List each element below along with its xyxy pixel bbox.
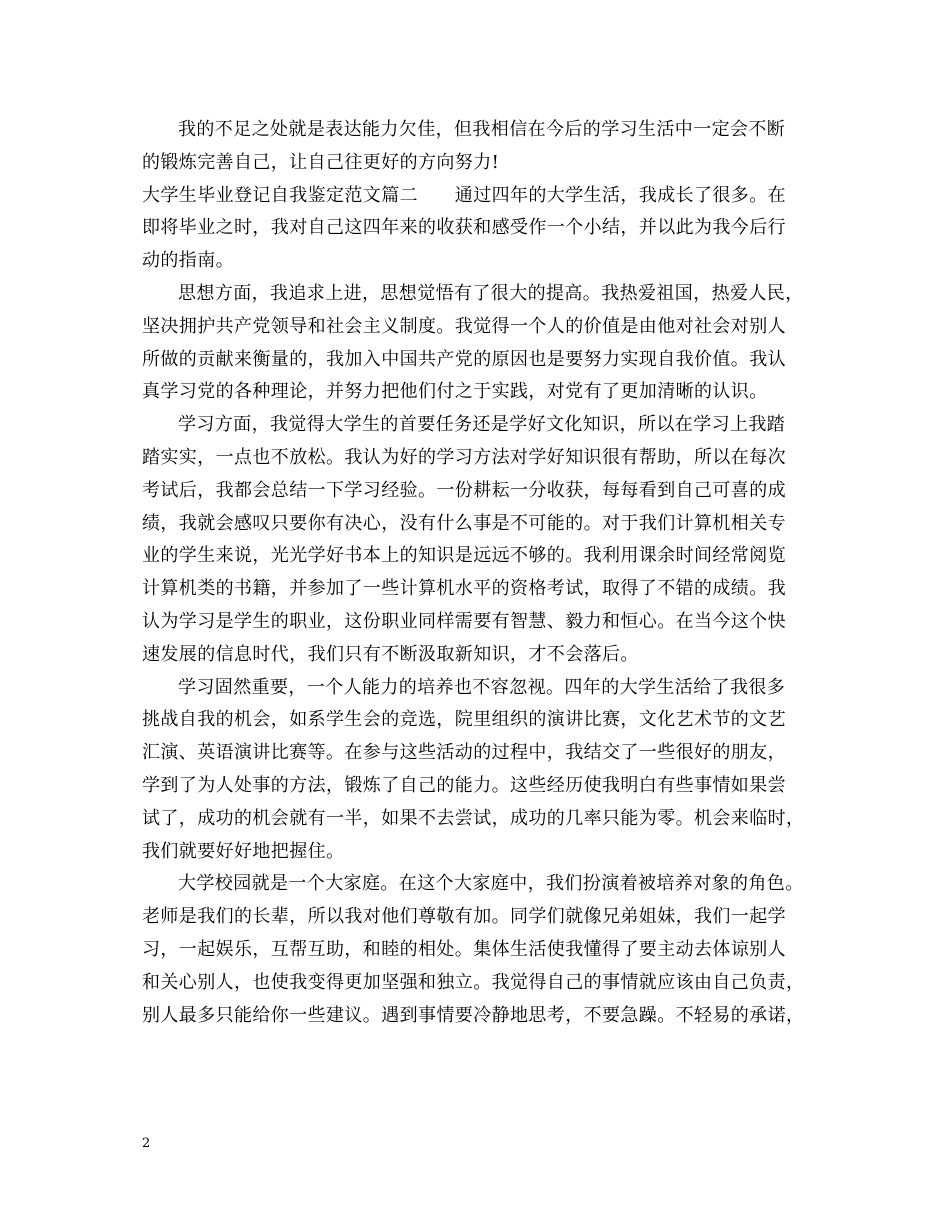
text-line: 动的指南。 xyxy=(142,250,234,272)
text-line: 学习方面，我觉得大学生的首要任务还是学好文化知识，所以在学习上我踏 xyxy=(178,414,786,436)
text-line: 考试后，我都会总结一下学习经验。一份耕耘一分收获，每每看到自己可喜的成 xyxy=(142,479,786,501)
text-line: 速发展的信息时代，我们只有不断汲取新知识，才不会落后。 xyxy=(142,643,639,665)
text-line: 和关心别人，也使我变得更加坚强和独立。我觉得自己的事情就应该由自己负责， xyxy=(142,971,805,993)
text-line: 大学校园就是一个大家庭。在这个大家庭中，我们扮演着被培养对象的角色。 xyxy=(178,873,804,895)
text-line: 学习固然重要，一个人能力的培养也不容忽视。四年的大学生活给了我很多 xyxy=(178,676,786,698)
text-line: 即将毕业之时，我对自己这四年来的收获和感受作一个小结，并以此为我今后行 xyxy=(142,217,786,239)
text-line: 业的学生来说，光光学好书本上的知识是远远不够的。我利用课余时间经常阅览 xyxy=(142,545,786,567)
text-line: 绩，我就会感叹只要你有决心，没有什么事是不可能的。对于我们计算机相关专 xyxy=(142,512,786,534)
page-number: 2 xyxy=(142,1136,151,1151)
text-line: 坚决拥护共产党领导和社会主义制度。我觉得一个人的价值是由他对社会对别人 xyxy=(142,315,786,337)
text-line: 的锻炼完善自己，让自己往更好的方向努力! xyxy=(142,151,500,173)
text-line: 汇演、英语演讲比赛等。在参与这些活动的过程中，我结交了一些很好的朋友， xyxy=(142,742,786,764)
text-line: 计算机类的书籍，并参加了一些计算机水平的资格考试，取得了不错的成绩。我 xyxy=(142,578,786,600)
text-line: 试了，成功的机会就有一半，如果不去尝试，成功的几率只能为零。机会来临时， xyxy=(142,807,805,829)
text-line: 挑战自我的机会，如系学生会的竞选，院里组织的演讲比赛，文化艺术节的文艺 xyxy=(142,709,786,731)
text-line: 所做的贡献来衡量的，我加入中国共产党的原因也是要努力实现自我价值。我认 xyxy=(142,348,786,370)
text-line: 学到了为人处事的方法，锻炼了自己的能力。这些经历使我明白有些事情如果尝 xyxy=(142,774,786,796)
text-line: 大学生毕业登记自我鉴定范文篇二 通过四年的大学生活，我成长了很多。在 xyxy=(142,184,786,206)
text-line: 习，一起娱乐，互帮互助，和睦的相处。集体生活使我懂得了要主动去体谅别人 xyxy=(142,938,786,960)
text-line: 真学习党的各种理论，并努力把他们付之于实践，对党有了更加清晰的认识。 xyxy=(142,381,768,403)
text-line: 思想方面，我追求上进，思想觉悟有了很大的提高。我热爱祖国，热爱人民， xyxy=(178,282,804,304)
text-line: 别人最多只能给你一些建议。遇到事情要冷静地思考，不要急躁。不轻易的承诺， xyxy=(142,1004,805,1026)
text-line: 我的不足之处就是表达能力欠佳，但我相信在今后的学习生活中一定会不断 xyxy=(178,119,786,140)
text-line: 踏实实，一点也不放松。我认为好的学习方法对学好知识很有帮助，所以在每次 xyxy=(142,446,786,468)
text-line: 老师是我们的长辈，所以我对他们尊敬有加。同学们就像兄弟姐妹，我们一起学 xyxy=(142,906,786,928)
document-body xyxy=(142,114,812,1032)
text-line: 我们就要好好地把握住。 xyxy=(142,840,345,862)
text-line: 认为学习是学生的职业，这份职业同样需要有智慧、毅力和恒心。在当今这个快 xyxy=(142,610,786,632)
